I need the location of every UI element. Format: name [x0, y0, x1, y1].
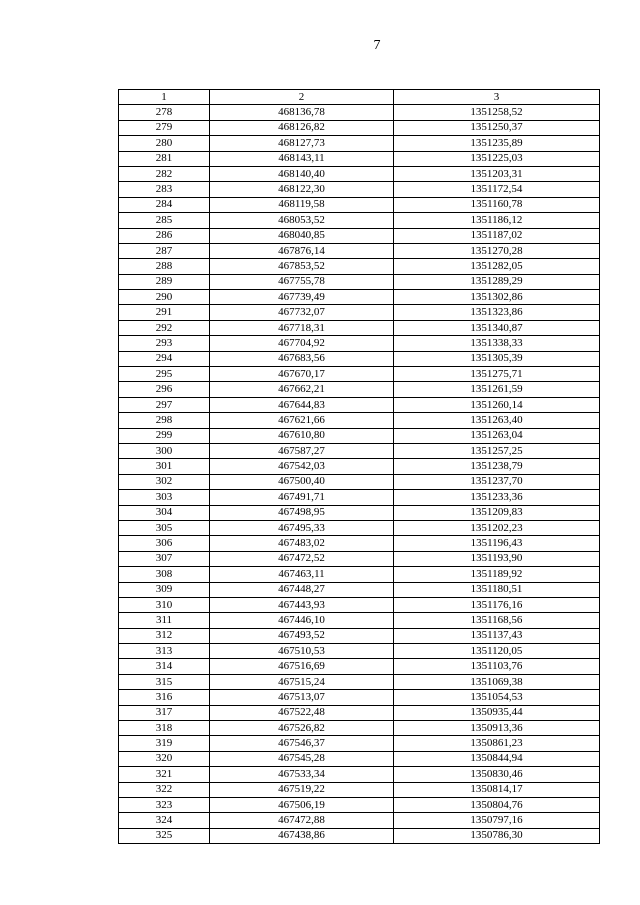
x-coordinate-cell: 467483,02	[210, 536, 394, 551]
y-coordinate-cell: 1351054,53	[394, 690, 600, 705]
point-number-cell: 289	[119, 274, 210, 289]
y-coordinate-cell: 1350844,94	[394, 751, 600, 766]
table-row	[119, 213, 600, 228]
y-coordinate-cell: 1351260,14	[394, 397, 600, 412]
table-row	[119, 351, 600, 366]
table-row	[119, 690, 600, 705]
x-coordinate-cell: 467587,27	[210, 443, 394, 458]
y-coordinate-cell: 1350797,16	[394, 813, 600, 828]
table-row	[119, 367, 600, 382]
table-row	[119, 659, 600, 674]
y-coordinate-cell: 1351282,05	[394, 259, 600, 274]
x-coordinate-cell: 467533,34	[210, 767, 394, 782]
table-row	[119, 582, 600, 597]
table-row	[119, 828, 600, 843]
point-number-cell: 297	[119, 397, 210, 412]
x-coordinate-cell: 468140,40	[210, 166, 394, 181]
x-coordinate-cell: 467610,80	[210, 428, 394, 443]
x-coordinate-cell: 467446,10	[210, 613, 394, 628]
x-coordinate-cell: 467755,78	[210, 274, 394, 289]
y-coordinate-cell: 1351202,23	[394, 520, 600, 535]
coordinates-table	[118, 89, 600, 844]
point-number-cell: 299	[119, 428, 210, 443]
y-coordinate-cell: 1351160,78	[394, 197, 600, 212]
point-number-cell: 324	[119, 813, 210, 828]
x-coordinate-cell: 467621,66	[210, 413, 394, 428]
x-coordinate-cell: 468119,58	[210, 197, 394, 212]
table-row	[119, 336, 600, 351]
table-row	[119, 397, 600, 412]
y-coordinate-cell: 1351237,70	[394, 474, 600, 489]
x-coordinate-cell: 467670,17	[210, 367, 394, 382]
y-coordinate-cell: 1350935,44	[394, 705, 600, 720]
point-number-cell: 288	[119, 259, 210, 274]
x-coordinate-cell: 467472,88	[210, 813, 394, 828]
table-row	[119, 490, 600, 505]
point-number-cell: 309	[119, 582, 210, 597]
x-coordinate-cell: 467876,14	[210, 243, 394, 258]
point-number-cell: 318	[119, 721, 210, 736]
table-row	[119, 505, 600, 520]
point-number-cell: 316	[119, 690, 210, 705]
y-coordinate-cell: 1350913,36	[394, 721, 600, 736]
point-number-cell: 282	[119, 166, 210, 181]
table-row	[119, 274, 600, 289]
table-row	[119, 166, 600, 181]
table-row	[119, 613, 600, 628]
point-number-cell: 291	[119, 305, 210, 320]
x-coordinate-cell: 467542,03	[210, 459, 394, 474]
y-coordinate-cell: 1351305,39	[394, 351, 600, 366]
point-number-cell: 321	[119, 767, 210, 782]
table-row	[119, 459, 600, 474]
table-row	[119, 628, 600, 643]
x-coordinate-cell: 467853,52	[210, 259, 394, 274]
x-coordinate-cell: 467704,92	[210, 336, 394, 351]
table-row	[119, 428, 600, 443]
point-number-cell: 286	[119, 228, 210, 243]
table-row	[119, 182, 600, 197]
x-coordinate-cell: 467472,52	[210, 551, 394, 566]
y-coordinate-cell: 1351225,03	[394, 151, 600, 166]
x-coordinate-cell: 467718,31	[210, 320, 394, 335]
point-number-cell: 280	[119, 136, 210, 151]
table-row	[119, 290, 600, 305]
x-coordinate-cell: 468122,30	[210, 182, 394, 197]
x-coordinate-cell: 467732,07	[210, 305, 394, 320]
point-number-cell: 279	[119, 120, 210, 135]
x-coordinate-cell: 467519,22	[210, 782, 394, 797]
table-row	[119, 767, 600, 782]
y-coordinate-cell: 1351233,36	[394, 490, 600, 505]
x-coordinate-cell: 467644,83	[210, 397, 394, 412]
y-coordinate-cell: 1351176,16	[394, 597, 600, 612]
table-row	[119, 536, 600, 551]
x-coordinate-cell: 467493,52	[210, 628, 394, 643]
x-coordinate-cell: 467739,49	[210, 290, 394, 305]
table-row	[119, 597, 600, 612]
column-header-y-coordinate: 3	[394, 90, 600, 105]
x-coordinate-cell: 468127,73	[210, 136, 394, 151]
y-coordinate-cell: 1351069,38	[394, 674, 600, 689]
y-coordinate-cell: 1351338,33	[394, 336, 600, 351]
y-coordinate-cell: 1350786,30	[394, 828, 600, 843]
table-row	[119, 259, 600, 274]
y-coordinate-cell: 1351261,59	[394, 382, 600, 397]
y-coordinate-cell: 1351187,02	[394, 228, 600, 243]
point-number-cell: 302	[119, 474, 210, 489]
x-coordinate-cell: 468040,85	[210, 228, 394, 243]
x-coordinate-cell: 467510,53	[210, 644, 394, 659]
page-number: 7	[373, 38, 381, 53]
x-coordinate-cell: 467526,82	[210, 721, 394, 736]
x-coordinate-cell: 468143,11	[210, 151, 394, 166]
point-number-cell: 300	[119, 443, 210, 458]
y-coordinate-cell: 1351120,05	[394, 644, 600, 659]
table-row	[119, 105, 600, 120]
point-number-cell: 304	[119, 505, 210, 520]
x-coordinate-cell: 467545,28	[210, 751, 394, 766]
y-coordinate-cell: 1351172,54	[394, 182, 600, 197]
header-row	[119, 90, 600, 105]
table-row	[119, 813, 600, 828]
table-row	[119, 474, 600, 489]
table-row	[119, 413, 600, 428]
y-coordinate-cell: 1350861,23	[394, 736, 600, 751]
table-row	[119, 136, 600, 151]
point-number-cell: 295	[119, 367, 210, 382]
point-number-cell: 320	[119, 751, 210, 766]
point-number-cell: 305	[119, 520, 210, 535]
table-row	[119, 782, 600, 797]
point-number-cell: 287	[119, 243, 210, 258]
table-row	[119, 151, 600, 166]
point-number-cell: 323	[119, 797, 210, 812]
y-coordinate-cell: 1351270,28	[394, 243, 600, 258]
x-coordinate-cell: 468136,78	[210, 105, 394, 120]
point-number-cell: 296	[119, 382, 210, 397]
y-coordinate-cell: 1350814,17	[394, 782, 600, 797]
y-coordinate-cell: 1351203,31	[394, 166, 600, 181]
point-number-cell: 313	[119, 644, 210, 659]
table-row	[119, 120, 600, 135]
table-row	[119, 320, 600, 335]
x-coordinate-cell: 467683,56	[210, 351, 394, 366]
table-row	[119, 305, 600, 320]
y-coordinate-cell: 1351257,25	[394, 443, 600, 458]
point-number-cell: 308	[119, 567, 210, 582]
y-coordinate-cell: 1351235,89	[394, 136, 600, 151]
point-number-cell: 294	[119, 351, 210, 366]
point-number-cell: 284	[119, 197, 210, 212]
y-coordinate-cell: 1351180,51	[394, 582, 600, 597]
x-coordinate-cell: 467516,69	[210, 659, 394, 674]
table-row	[119, 551, 600, 566]
table-header	[119, 90, 600, 105]
y-coordinate-cell: 1351258,52	[394, 105, 600, 120]
y-coordinate-cell: 1351250,37	[394, 120, 600, 135]
point-number-cell: 285	[119, 213, 210, 228]
y-coordinate-cell: 1350830,46	[394, 767, 600, 782]
x-coordinate-cell: 467522,48	[210, 705, 394, 720]
table-row	[119, 751, 600, 766]
column-header-x-coordinate: 2	[210, 90, 394, 105]
table-row	[119, 736, 600, 751]
x-coordinate-cell: 467495,33	[210, 520, 394, 535]
column-header-point-number: 1	[119, 90, 210, 105]
y-coordinate-cell: 1351189,92	[394, 567, 600, 582]
x-coordinate-cell: 467515,24	[210, 674, 394, 689]
table-row	[119, 674, 600, 689]
point-number-cell: 317	[119, 705, 210, 720]
table-row	[119, 520, 600, 535]
point-number-cell: 319	[119, 736, 210, 751]
table-row	[119, 228, 600, 243]
point-number-cell: 303	[119, 490, 210, 505]
y-coordinate-cell: 1351137,43	[394, 628, 600, 643]
table-row	[119, 243, 600, 258]
x-coordinate-cell: 467498,95	[210, 505, 394, 520]
x-coordinate-cell: 468053,52	[210, 213, 394, 228]
y-coordinate-cell: 1351196,43	[394, 536, 600, 551]
y-coordinate-cell: 1351275,71	[394, 367, 600, 382]
table-row	[119, 197, 600, 212]
point-number-cell: 314	[119, 659, 210, 674]
y-coordinate-cell: 1351103,76	[394, 659, 600, 674]
table-row	[119, 382, 600, 397]
y-coordinate-cell: 1351289,29	[394, 274, 600, 289]
table-row	[119, 443, 600, 458]
point-number-cell: 322	[119, 782, 210, 797]
point-number-cell: 312	[119, 628, 210, 643]
x-coordinate-cell: 467438,86	[210, 828, 394, 843]
x-coordinate-cell: 467662,21	[210, 382, 394, 397]
x-coordinate-cell: 467491,71	[210, 490, 394, 505]
point-number-cell: 290	[119, 290, 210, 305]
table-body	[119, 105, 600, 844]
point-number-cell: 306	[119, 536, 210, 551]
x-coordinate-cell: 467443,93	[210, 597, 394, 612]
point-number-cell: 315	[119, 674, 210, 689]
point-number-cell: 283	[119, 182, 210, 197]
point-number-cell: 307	[119, 551, 210, 566]
point-number-cell: 293	[119, 336, 210, 351]
y-coordinate-cell: 1351323,86	[394, 305, 600, 320]
y-coordinate-cell: 1351209,83	[394, 505, 600, 520]
y-coordinate-cell: 1351186,12	[394, 213, 600, 228]
y-coordinate-cell: 1351263,04	[394, 428, 600, 443]
table-row	[119, 721, 600, 736]
x-coordinate-cell: 467506,19	[210, 797, 394, 812]
point-number-cell: 311	[119, 613, 210, 628]
y-coordinate-cell: 1350804,76	[394, 797, 600, 812]
y-coordinate-cell: 1351302,86	[394, 290, 600, 305]
point-number-cell: 292	[119, 320, 210, 335]
point-number-cell: 325	[119, 828, 210, 843]
y-coordinate-cell: 1351168,56	[394, 613, 600, 628]
x-coordinate-cell: 468126,82	[210, 120, 394, 135]
table-row	[119, 567, 600, 582]
point-number-cell: 301	[119, 459, 210, 474]
point-number-cell: 281	[119, 151, 210, 166]
point-number-cell: 278	[119, 105, 210, 120]
table-row	[119, 705, 600, 720]
x-coordinate-cell: 467463,11	[210, 567, 394, 582]
table-row	[119, 644, 600, 659]
x-coordinate-cell: 467448,27	[210, 582, 394, 597]
table-row	[119, 797, 600, 812]
y-coordinate-cell: 1351238,79	[394, 459, 600, 474]
x-coordinate-cell: 467500,40	[210, 474, 394, 489]
x-coordinate-cell: 467546,37	[210, 736, 394, 751]
y-coordinate-cell: 1351193,90	[394, 551, 600, 566]
point-number-cell: 310	[119, 597, 210, 612]
y-coordinate-cell: 1351263,40	[394, 413, 600, 428]
y-coordinate-cell: 1351340,87	[394, 320, 600, 335]
point-number-cell: 298	[119, 413, 210, 428]
x-coordinate-cell: 467513,07	[210, 690, 394, 705]
